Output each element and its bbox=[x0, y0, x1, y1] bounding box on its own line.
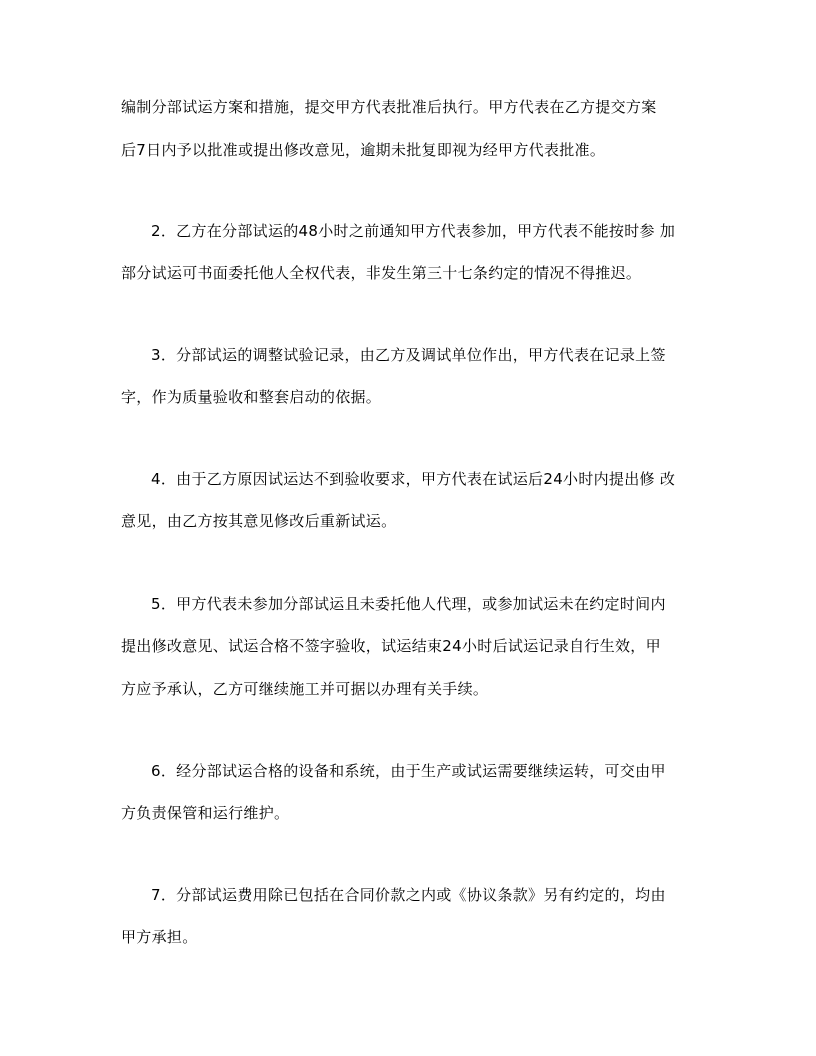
paragraph-line: 7．分部试运费用除已包括在合同价款之内或《协议条款》另有约定的，均由 bbox=[151, 886, 666, 904]
paragraph-line: 5．甲方代表未参加分部试运且未委托他人代理，或参加试运未在约定时间内 bbox=[151, 595, 666, 613]
paragraph-line: 方负责保管和运行维护。 bbox=[121, 804, 290, 822]
paragraph-line: 方应予承认，乙方可继续施工并可据以办理有关手续。 bbox=[121, 680, 489, 698]
paragraph-line: 后7日内予以批准或提出修改意见，逾期未批复即视为经甲方代表批准。 bbox=[121, 141, 606, 159]
paragraph-line: 意见，由乙方按其意见修改后重新试运。 bbox=[121, 512, 397, 530]
paragraph-line: 部分试运可书面委托他人全权代表，非发生第三十七条约定的情况不得推迟。 bbox=[121, 264, 642, 282]
paragraph-line: 2．乙方在分部试运的48小时之前通知甲方代表参加，甲方代表不能按时参 加 bbox=[151, 222, 676, 240]
paragraph-line: 4．由于乙方原因试运达不到验收要求，甲方代表在试运后24小时内提出修 改 bbox=[151, 470, 676, 488]
paragraph-line: 编制分部试运方案和措施，提交甲方代表批准后执行。甲方代表在乙方提交方案 bbox=[121, 98, 657, 116]
paragraph-line: 3．分部试运的调整试验记录，由乙方及调试单位作出，甲方代表在记录上签 bbox=[151, 346, 666, 364]
paragraph-line: 甲方承担。 bbox=[121, 928, 198, 946]
paragraph-line: 6．经分部试运合格的设备和系统，由于生产或试运需要继续运转，可交由甲 bbox=[151, 762, 666, 780]
paragraph-line: 提出修改意见、试运合格不签字验收，试运结束24小时后试运记录自行生效，甲 bbox=[121, 637, 661, 655]
paragraph-line: 字，作为质量验收和整套启动的依据。 bbox=[121, 388, 382, 406]
